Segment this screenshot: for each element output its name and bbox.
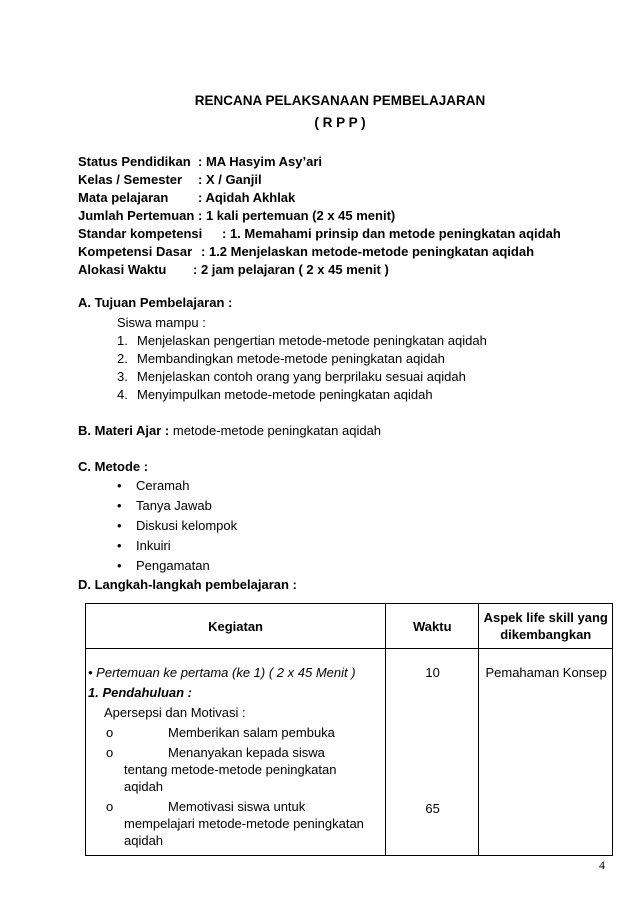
bullet-icon: • <box>117 498 122 513</box>
sub-item-continuation: tentang metode-metode peningkatan <box>124 762 337 777</box>
tujuan-intro: Siswa mampu : <box>117 315 206 330</box>
section-tujuan-heading: A. Tujuan Pembelajaran : <box>78 295 233 310</box>
identity-label: Alokasi Waktu <box>78 262 167 277</box>
table-row <box>86 649 613 856</box>
sub-bullet-icon: o <box>106 799 114 814</box>
list-item: Tanya Jawab <box>136 498 212 513</box>
list-item: Inkuiri <box>136 538 171 553</box>
list-item: Pengamatan <box>136 558 210 573</box>
identity-label: Standar kompetensi <box>78 226 203 241</box>
list-item: Ceramah <box>136 478 190 493</box>
list-item: Menjelaskan pengertian metode-metode peningkatan aqidah <box>137 333 487 348</box>
list-item-number: 1. <box>117 333 128 348</box>
sub-item: Menanyakan kepada siswa <box>168 745 325 760</box>
identity-value: : Aqidah Akhlak <box>198 190 296 205</box>
document-title: RENCANA PELAKSANAAN PEMBELAJARAN <box>194 93 486 108</box>
identity-value: : 1.2 Menjelaskan metode-metode peningkatan aqidah <box>201 244 535 259</box>
identity-value: : 1. Memahami prinsip dan metode peningkatan aqidah <box>222 226 561 241</box>
sub-bullet-icon: o <box>106 745 114 760</box>
section-langkah-heading: D. Langkah-langkah pembelajaran : <box>78 577 297 592</box>
document-subtitle: ( R P P ) <box>314 115 366 130</box>
identity-value: : 1 kali pertemuan (2 x 45 menit) <box>198 208 396 223</box>
page-number: 4 <box>599 858 605 872</box>
column-header-waktu: Waktu <box>386 604 479 649</box>
sub-item-continuation: aqidah <box>124 779 164 794</box>
bullet-icon: • <box>117 558 122 573</box>
section-metode-heading: C. Metode : <box>78 459 149 474</box>
list-item: Diskusi kelompok <box>136 518 238 533</box>
column-header-kegiatan: Kegiatan <box>86 604 386 649</box>
list-item-number: 4. <box>117 387 128 402</box>
column-header-aspek: Aspek life skill yang dikembangkan <box>479 604 613 649</box>
sub-item: Memotivasi siswa untuk <box>168 799 306 814</box>
list-item-number: 3. <box>117 369 128 384</box>
identity-value: : X / Ganjil <box>198 172 262 187</box>
waktu-cell <box>386 649 479 856</box>
sub-bullet-icon: o <box>106 725 114 740</box>
sub-item-continuation: mempelajari metode-metode peningkatan <box>124 816 364 831</box>
waktu-value: 65 <box>425 801 440 816</box>
section-materi-heading: B. Materi Ajar : <box>78 423 170 438</box>
identity-label: Status Pendidikan <box>78 154 191 169</box>
bullet-icon: • <box>117 518 122 533</box>
list-item: Menjelaskan contoh orang yang berprilaku sesuai aqidah <box>137 369 466 384</box>
sub-item-continuation: aqidah <box>124 833 164 848</box>
aspek-value: Pemahaman Konsep <box>485 665 607 680</box>
identity-value: : MA Hasyim Asy’ari <box>198 154 323 169</box>
aspek-cell <box>479 649 613 856</box>
kegiatan-cell <box>86 649 386 856</box>
list-item: Menyimpulkan metode-metode peningkatan aqidah <box>137 387 433 402</box>
section-materi <box>78 423 381 438</box>
bullet-icon: • <box>117 538 122 553</box>
bullet-icon: • <box>117 478 122 493</box>
materi-text: metode-metode peningkatan aqidah <box>169 423 382 438</box>
identity-label: Jumlah Pertemuan <box>78 208 195 223</box>
table-header-row <box>86 604 613 649</box>
sub-item: Memberikan salam pembuka <box>168 725 335 740</box>
list-item: Membandingkan metode-metode peningkatan aqidah <box>137 351 445 366</box>
identity-label: Kelas / Semester <box>78 172 183 187</box>
identity-value: : 2 jam pelajaran ( 2 x 45 menit ) <box>193 262 389 277</box>
pertemuan-text: • Pertemuan ke pertama (ke 1) ( 2 x 45 Menit ) <box>88 665 356 680</box>
apersepsi-text: Apersepsi dan Motivasi : <box>104 705 246 720</box>
waktu-value: 10 <box>425 665 440 680</box>
pendahuluan-heading: 1. Pendahuluan : <box>88 685 193 700</box>
list-item-number: 2. <box>117 351 128 366</box>
langkah-table <box>85 603 613 856</box>
identity-label: Mata pelajaran <box>78 190 169 205</box>
identity-label: Kompetensi Dasar <box>78 244 193 259</box>
